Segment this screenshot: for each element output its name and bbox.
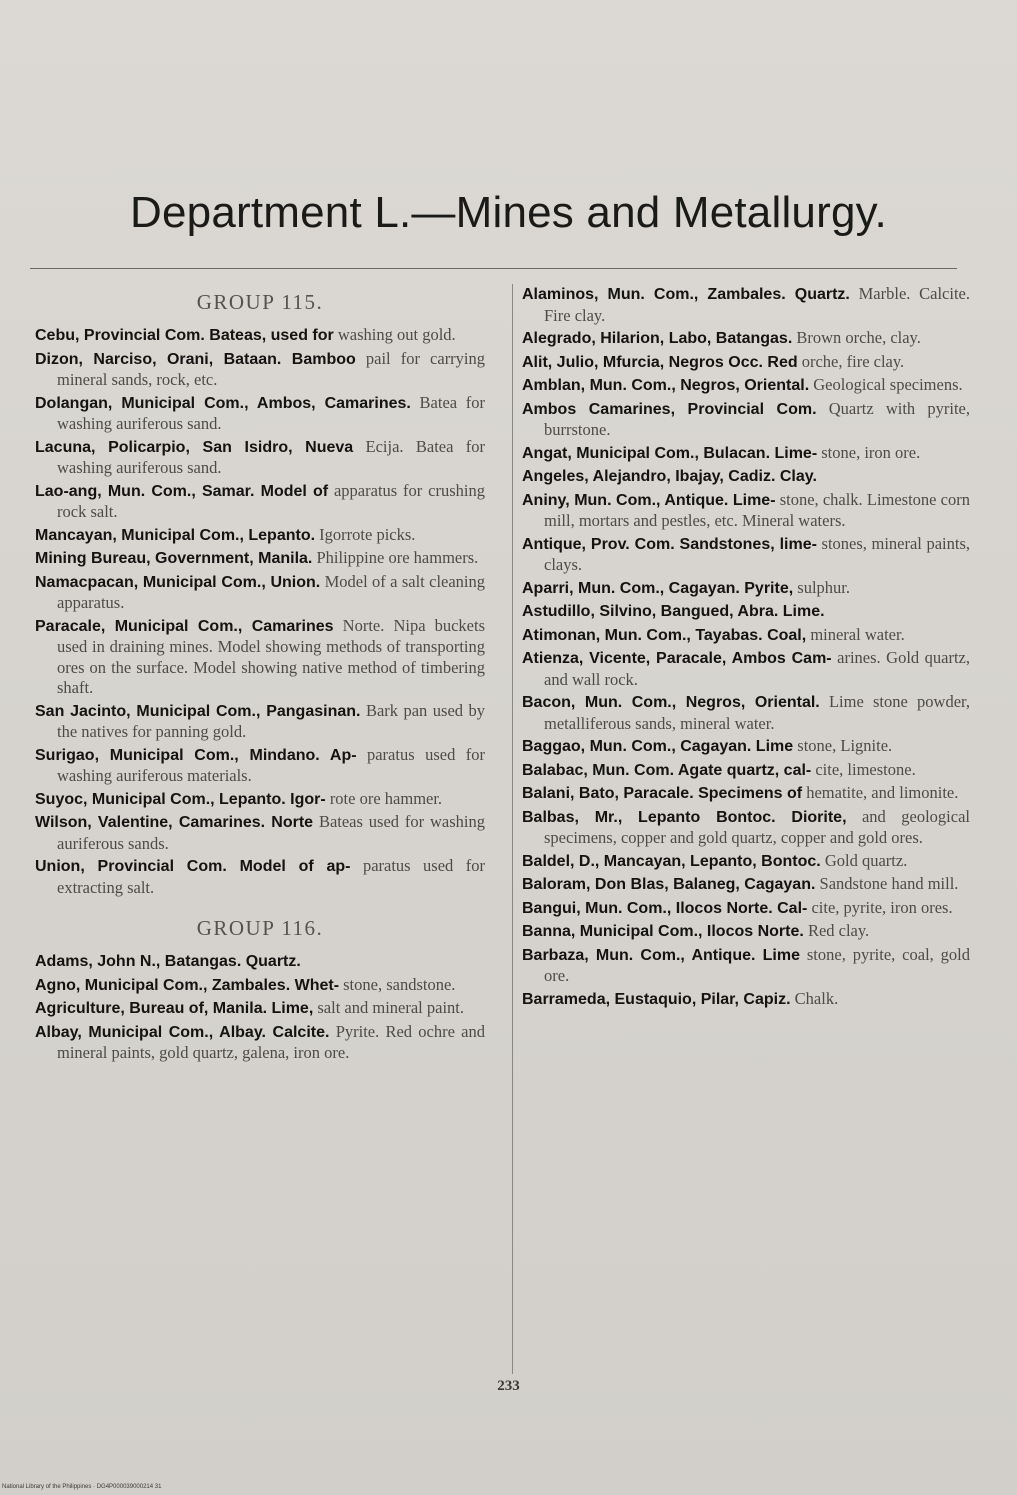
exhibit-description: rote ore hammer. xyxy=(329,788,443,808)
exhibitor-entry xyxy=(35,481,485,523)
exhibitor-entry xyxy=(522,760,970,782)
exhibit-description: Red clay. xyxy=(807,921,870,940)
exhibitor-name: Aniny, Mun. Com., Antique. Lime- xyxy=(522,491,776,509)
exhibitor-name: Ambos Camarines, Provincial Com. xyxy=(522,400,817,418)
exhibitor-name: Lacuna, Policarpio, San Isidro, Nueva xyxy=(35,438,354,456)
exhibitor-entry xyxy=(522,443,970,465)
exhibitor-name: Bangui, Mun. Com., Ilocos Norte. Cal- xyxy=(522,899,808,917)
exhibit-description: Gold quartz. xyxy=(824,850,908,870)
exhibitor-name: Adams, John N., Batangas. Quartz. xyxy=(35,953,301,970)
exhibitor-entry xyxy=(35,437,485,479)
exhibit-description: Lime stone powder, metalliferous sands, mineral water. xyxy=(544,692,970,733)
exhibit-description: Philippine ore hammers. xyxy=(316,548,479,567)
page-title: Department L.—Mines and Metallurgy. xyxy=(130,188,887,237)
title-rule xyxy=(30,268,957,269)
exhibitor-name: Alit, Julio, Mfurcia, Negros Occ. Red xyxy=(522,353,798,371)
exhibitor-entry xyxy=(522,375,970,397)
exhibit-description: Sandstone hand mill. xyxy=(819,874,959,893)
exhibit-description: hematite, and limonite. xyxy=(806,783,959,802)
exhibitor-name: San Jacinto, Municipal Com., Pangasinan. xyxy=(35,702,361,720)
exhibit-description: Model of a salt cleaning apparatus. xyxy=(57,571,486,612)
exhibitor-entry xyxy=(522,989,970,1011)
exhibit-description: Norte. Nipa buckets used in draining mines. Model showing methods of transporting ores on the surface. Model showing native method of timbering shaft. xyxy=(57,615,486,697)
exhibit-description: apparatus for crushing rock salt. xyxy=(57,480,485,521)
exhibit-description: mineral water. xyxy=(810,624,905,644)
exhibitor-name: Paracale, Municipal Com., Camarines xyxy=(35,617,334,635)
exhibitor-entry xyxy=(35,572,485,614)
exhibit-description: stone, sandstone. xyxy=(343,974,456,994)
exhibitor-entry xyxy=(522,466,970,488)
exhibitor-name: Astudillo, Silvino, Bangued, Abra. Lime. xyxy=(522,603,825,620)
left-column xyxy=(35,284,485,1066)
exhibitor-name: Antique, Prov. Com. Sandstones, lime- xyxy=(522,535,817,553)
exhibitor-entry xyxy=(522,874,970,896)
exhibitor-entry xyxy=(35,745,485,787)
exhibitor-name: Alaminos, Mun. Com., Zambales. Quartz. xyxy=(522,286,850,303)
group-116-continued-list xyxy=(522,284,970,1010)
exhibitor-entry xyxy=(35,349,485,391)
exhibit-description: Brown orche, clay. xyxy=(796,328,921,347)
exhibitor-entry xyxy=(522,807,970,849)
exhibitor-name: Albay, Municipal Com., Albay. Calcite. xyxy=(35,1023,330,1041)
exhibit-description: pail for carrying mineral sands, rock, etc. xyxy=(57,348,486,389)
exhibit-description: stone, iron ore. xyxy=(821,442,921,462)
exhibitor-name: Union, Provincial Com. Model of ap- xyxy=(35,858,351,875)
exhibitor-name: Angeles, Alejandro, Ibajay, Cadiz. Clay. xyxy=(522,468,817,485)
exhibitor-entry xyxy=(522,328,970,350)
exhibitor-entry xyxy=(35,975,485,997)
group-116-heading: GROUP 116. xyxy=(196,916,324,940)
exhibit-description: and geological specimens, copper and gold quartz, copper and gold ores. xyxy=(544,806,970,847)
exhibit-description: stone, pyrite, coal, gold ore. xyxy=(544,944,970,985)
exhibitor-name: Dolangan, Municipal Com., Ambos, Camarines. xyxy=(35,394,411,412)
exhibitor-entry xyxy=(35,856,485,898)
exhibitor-name: Balani, Bato, Paracale. Specimens of xyxy=(522,785,803,802)
exhibitor-name: Surigao, Municipal Com., Mindano. Ap- xyxy=(35,746,357,764)
exhibit-description: Bateas used for washing auriferous sands. xyxy=(57,812,486,853)
exhibit-description: orche, fire clay. xyxy=(801,351,905,371)
exhibit-description: stones, mineral paints, clays. xyxy=(544,533,971,574)
exhibitor-name: Cebu, Provincial Com. Bateas, used for xyxy=(35,327,334,344)
exhibitor-entry xyxy=(522,898,970,920)
exhibitor-name: Barrameda, Eustaquio, Pilar, Capiz. xyxy=(522,990,791,1008)
exhibit-description: paratus used for washing auriferous materials. xyxy=(57,744,485,785)
exhibitor-name: Banna, Municipal Com., Ilocos Norte. xyxy=(522,923,804,940)
group-116-list xyxy=(35,951,485,1064)
exhibitor-entry xyxy=(522,578,970,600)
exhibit-description: Marble. Calcite. Fire clay. xyxy=(544,284,970,325)
exhibit-description: washing out gold. xyxy=(337,325,456,344)
exhibitor-entry xyxy=(522,692,970,734)
exhibit-description: Geological specimens. xyxy=(813,375,963,394)
exhibitor-entry xyxy=(522,648,970,690)
exhibitor-name: Atimonan, Mun. Com., Tayabas. Coal, xyxy=(522,626,807,644)
exhibit-description: Quartz with pyrite, burrstone. xyxy=(544,398,970,439)
exhibitor-name: Baloram, Don Blas, Balaneg, Cagayan. xyxy=(522,876,816,893)
exhibitor-entry xyxy=(35,789,485,811)
exhibit-description: Ecija. Batea for washing auriferous sand. xyxy=(57,436,485,477)
exhibitor-name: Namacpacan, Municipal Com., Union. xyxy=(35,573,321,591)
exhibitor-entry xyxy=(35,812,485,854)
exhibitor-entry xyxy=(35,1022,485,1064)
exhibitor-name: Amblan, Mun. Com., Negros, Oriental. xyxy=(522,377,810,394)
exhibitor-name: Angat, Municipal Com., Bulacan. Lime- xyxy=(522,444,818,462)
group-115-heading: GROUP 115. xyxy=(196,290,324,314)
exhibitor-name: Barbaza, Mun. Com., Antique. Lime xyxy=(522,946,800,964)
exhibit-description: sulphur. xyxy=(797,577,851,597)
exhibitor-name: Atienza, Vicente, Paracale, Ambos Cam- xyxy=(522,650,832,667)
exhibitor-entry xyxy=(35,616,485,699)
scan-footer: National Library of the Philippines · DG4P000039000214 31 xyxy=(2,1484,162,1490)
exhibit-description: Bark pan used by the natives for panning gold. xyxy=(57,700,485,741)
exhibitor-name: Alegrado, Hilarion, Labo, Batangas. xyxy=(522,330,793,347)
exhibitor-name: Balbas, Mr., Lepanto Bontoc. Diorite, xyxy=(522,808,847,826)
group-115-list xyxy=(35,325,485,898)
column-divider xyxy=(512,284,513,1374)
exhibit-description: arines. Gold quartz, and wall rock. xyxy=(544,648,970,689)
exhibitor-name: Lao-ang, Mun. Com., Samar. Model of xyxy=(35,482,329,500)
exhibitor-name: Mining Bureau, Government, Manila. xyxy=(35,550,313,567)
right-column xyxy=(522,284,970,1012)
exhibitor-entry xyxy=(35,393,485,435)
exhibit-description: stone, chalk. Limestone corn mill, mortars and pestles, etc. Mineral waters. xyxy=(544,489,971,530)
exhibit-description: cite, pyrite, iron ores. xyxy=(811,897,953,917)
exhibitor-entry xyxy=(522,736,970,758)
exhibitor-entry xyxy=(522,601,970,623)
exhibit-description: paratus used for extracting salt. xyxy=(57,856,485,897)
exhibitor-entry xyxy=(522,851,970,873)
exhibit-description: cite, limestone. xyxy=(815,759,916,779)
exhibitor-entry xyxy=(522,534,970,576)
exhibitor-name: Agriculture, Bureau of, Manila. Lime, xyxy=(35,1000,314,1017)
exhibitor-name: Agno, Municipal Com., Zambales. Whet- xyxy=(35,976,340,994)
exhibitor-entry xyxy=(35,998,485,1020)
exhibitor-entry xyxy=(35,325,485,347)
exhibitor-entry xyxy=(35,525,485,547)
exhibitor-entry xyxy=(522,625,970,647)
exhibitor-entry xyxy=(522,284,970,326)
exhibitor-name: Baldel, D., Mancayan, Lepanto, Bontoc. xyxy=(522,852,821,870)
exhibitor-entry xyxy=(35,548,485,570)
exhibit-description: stone, Lignite. xyxy=(797,736,893,755)
exhibitor-name: Wilson, Valentine, Camarines. Norte xyxy=(35,814,314,831)
exhibitor-name: Dizon, Narciso, Orani, Bataan. Bamboo xyxy=(35,350,356,368)
exhibitor-entry xyxy=(522,945,970,987)
exhibitor-name: Baggao, Mun. Com., Cagayan. Lime xyxy=(522,738,794,755)
exhibitor-name: Mancayan, Municipal Com., Lepanto. xyxy=(35,526,316,544)
exhibitor-entry xyxy=(522,490,970,532)
exhibitor-entry xyxy=(522,352,970,374)
exhibitor-entry xyxy=(522,921,970,943)
exhibit-description: Chalk. xyxy=(794,988,839,1008)
exhibit-description: Igorrote picks. xyxy=(319,524,416,544)
exhibit-description: salt and mineral paint. xyxy=(317,998,465,1017)
exhibit-description: Batea for washing auriferous sand. xyxy=(57,392,485,433)
exhibitor-entry xyxy=(35,701,485,743)
exhibitor-entry xyxy=(35,951,485,973)
exhibitor-name: Bacon, Mun. Com., Negros, Oriental. xyxy=(522,694,820,711)
page-number: 233 xyxy=(497,1378,520,1394)
exhibitor-name: Balabac, Mun. Com. Agate quartz, cal- xyxy=(522,761,812,779)
exhibitor-entry xyxy=(522,783,970,805)
exhibitor-entry xyxy=(522,399,970,441)
exhibit-description: Pyrite. Red ochre and mineral paints, gold quartz, galena, iron ore. xyxy=(57,1021,486,1062)
exhibitor-name: Aparri, Mun. Com., Cagayan. Pyrite, xyxy=(522,579,794,597)
exhibitor-name: Suyoc, Municipal Com., Lepanto. Igor- xyxy=(35,790,326,808)
